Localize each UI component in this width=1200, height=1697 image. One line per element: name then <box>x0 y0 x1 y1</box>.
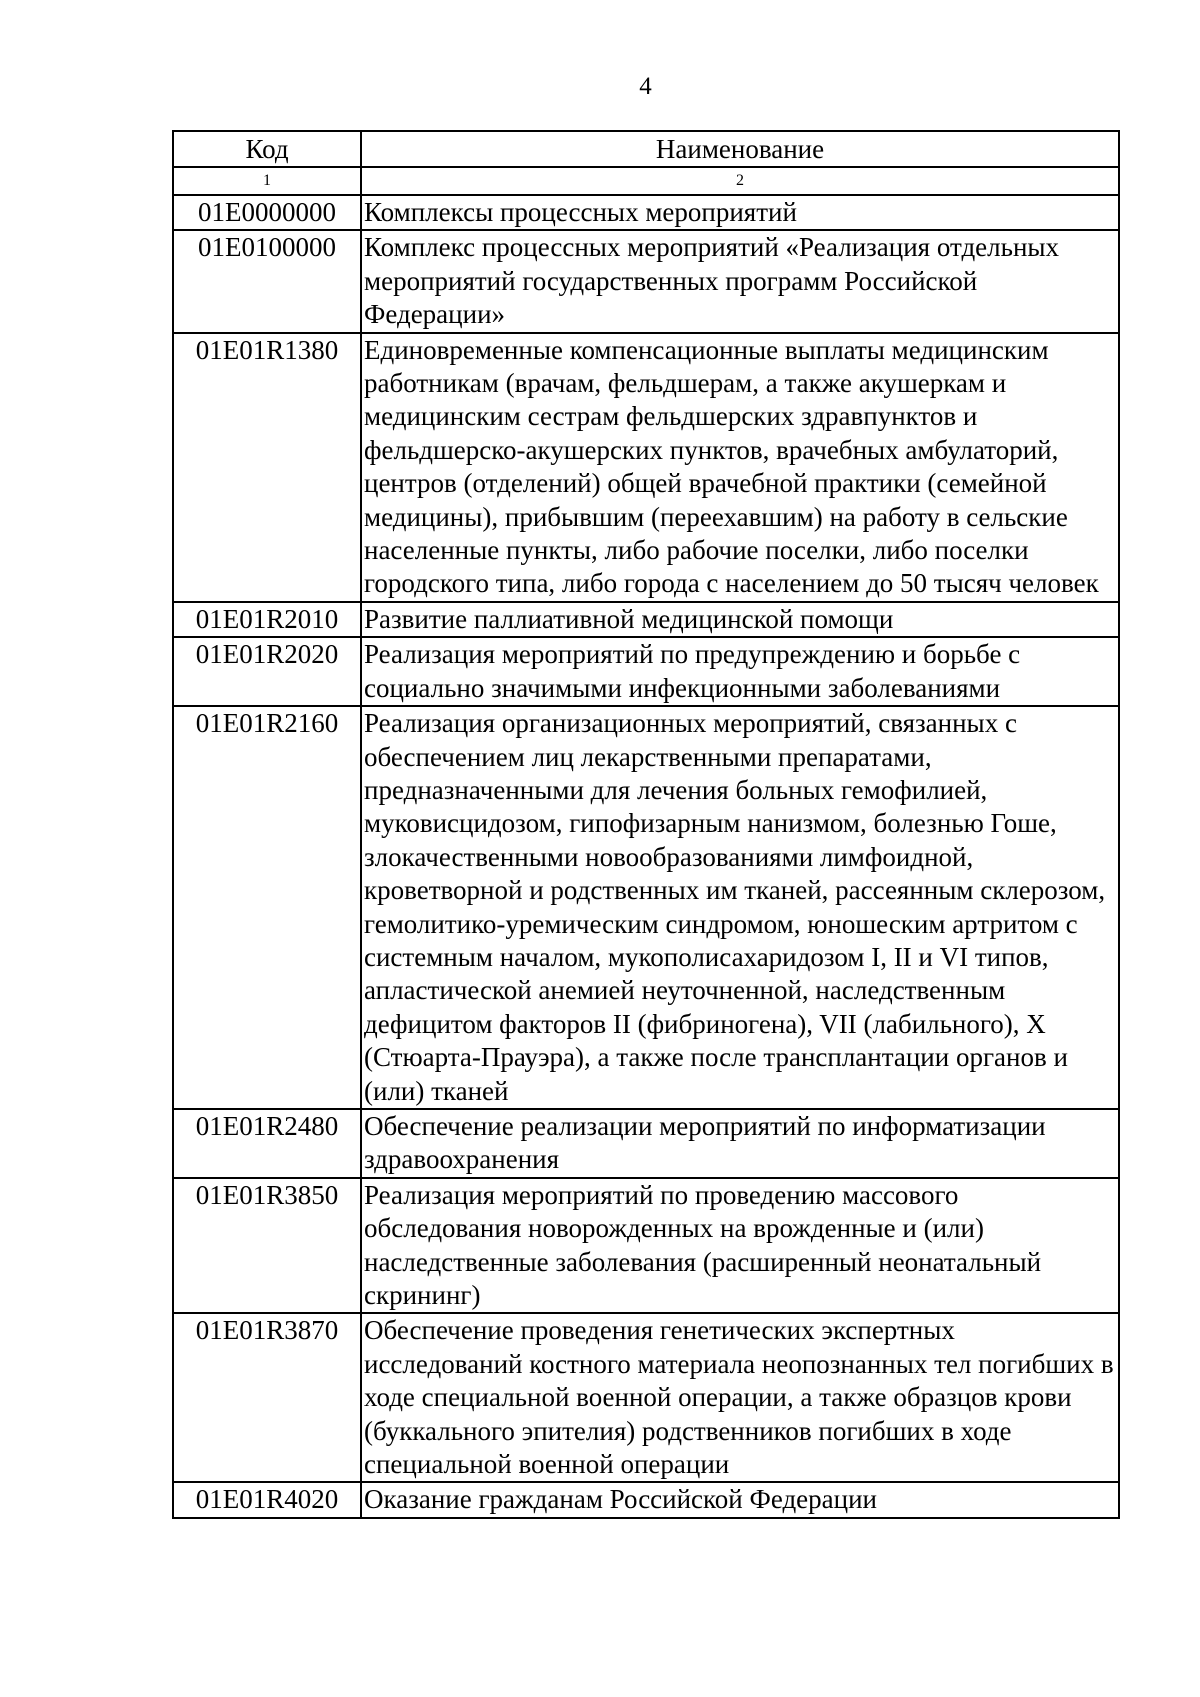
row-code: 01Е01R1380 <box>173 333 361 602</box>
row-code: 01Е01R2160 <box>173 706 361 1109</box>
header-code: Код <box>173 131 361 167</box>
row-name: Обеспечение реализации мероприятий по информатизации здравоохранения <box>361 1109 1119 1178</box>
row-name: Обеспечение проведения генетических экспертных исследований костного материала неопознанных тел погибших в ходе специальной военной операции, а также образцов крови (буккального эпителия) родственников погибших в ходе специальной военной операции <box>361 1313 1119 1482</box>
table-row <box>173 1482 1119 1517</box>
column-number-row <box>173 167 1119 195</box>
row-code: 01Е01R2020 <box>173 637 361 706</box>
row-code: 01Е01R3870 <box>173 1313 361 1482</box>
row-name: Реализация организационных мероприятий, связанных с обеспечением лиц лекарственными препаратами, предназначенными для лечения больных гемофилией, муковисцидозом, гипофизарным нанизмом, болезнью Гоше, злокачественными новообразованиями лимфоидной, кроветворной и родственных им тканей, рассеянным склерозом, гемолитико-уремическим синдромом, юношеским артритом с системным началом, мукополисахаридозом I, II и VI типов, апластической анемией неуточненной, наследственным дефицитом факторов II (фибриногена), VII (лабильного), X (Стюарта-Прауэра), а также после трансплантации органов и (или) тканей <box>361 706 1119 1109</box>
row-name: Реализация мероприятий по предупреждению и борьбе с социально значимыми инфекционными заболеваниями <box>361 637 1119 706</box>
row-name: Комплекс процессных мероприятий «Реализация отдельных мероприятий государственных программ Российской Федерации» <box>361 230 1119 332</box>
table-row <box>173 230 1119 332</box>
column-number-1: 1 <box>173 167 361 195</box>
table-row <box>173 1109 1119 1178</box>
row-code: 01Е0100000 <box>173 230 361 332</box>
row-name: Оказание гражданам Российской Федерации <box>361 1482 1119 1517</box>
table-row <box>173 637 1119 706</box>
table-row <box>173 602 1119 637</box>
column-number-2: 2 <box>361 167 1119 195</box>
row-code: 01Е01R2010 <box>173 602 361 637</box>
table-row <box>173 333 1119 602</box>
table-row <box>173 1313 1119 1482</box>
row-name: Единовременные компенсационные выплаты медицинским работникам (врачам, фельдшерам, а также акушеркам и медицинским сестрам фельдшерских здравпунктов и фельдшерско-акушерских пунктов, врачебных амбулаторий, центров (отделений) общей врачебной практики (семейной медицины), прибывшим (переехавшим) на работу в сельские населенные пункты, либо рабочие поселки, либо поселки городского типа, либо города с населением до 50 тысяч человек <box>361 333 1119 602</box>
table-row <box>173 195 1119 230</box>
page-number: 4 <box>639 73 652 100</box>
table-row <box>173 1178 1119 1314</box>
row-code: 01Е01R2480 <box>173 1109 361 1178</box>
table-header-row <box>173 131 1119 167</box>
table-row <box>173 706 1119 1109</box>
table-body <box>173 195 1119 1518</box>
row-code: 01Е0000000 <box>173 195 361 230</box>
row-name: Реализация мероприятий по проведению массового обследования новорожденных на врожденные и (или) наследственные заболевания (расширенный неонатальный скрининг) <box>361 1178 1119 1314</box>
row-name: Комплексы процессных мероприятий <box>361 195 1119 230</box>
row-name: Развитие паллиативной медицинской помощи <box>361 602 1119 637</box>
header-name: Наименование <box>361 131 1119 167</box>
budget-codes-table <box>172 130 1120 1519</box>
row-code: 01Е01R4020 <box>173 1482 361 1517</box>
row-code: 01Е01R3850 <box>173 1178 361 1314</box>
